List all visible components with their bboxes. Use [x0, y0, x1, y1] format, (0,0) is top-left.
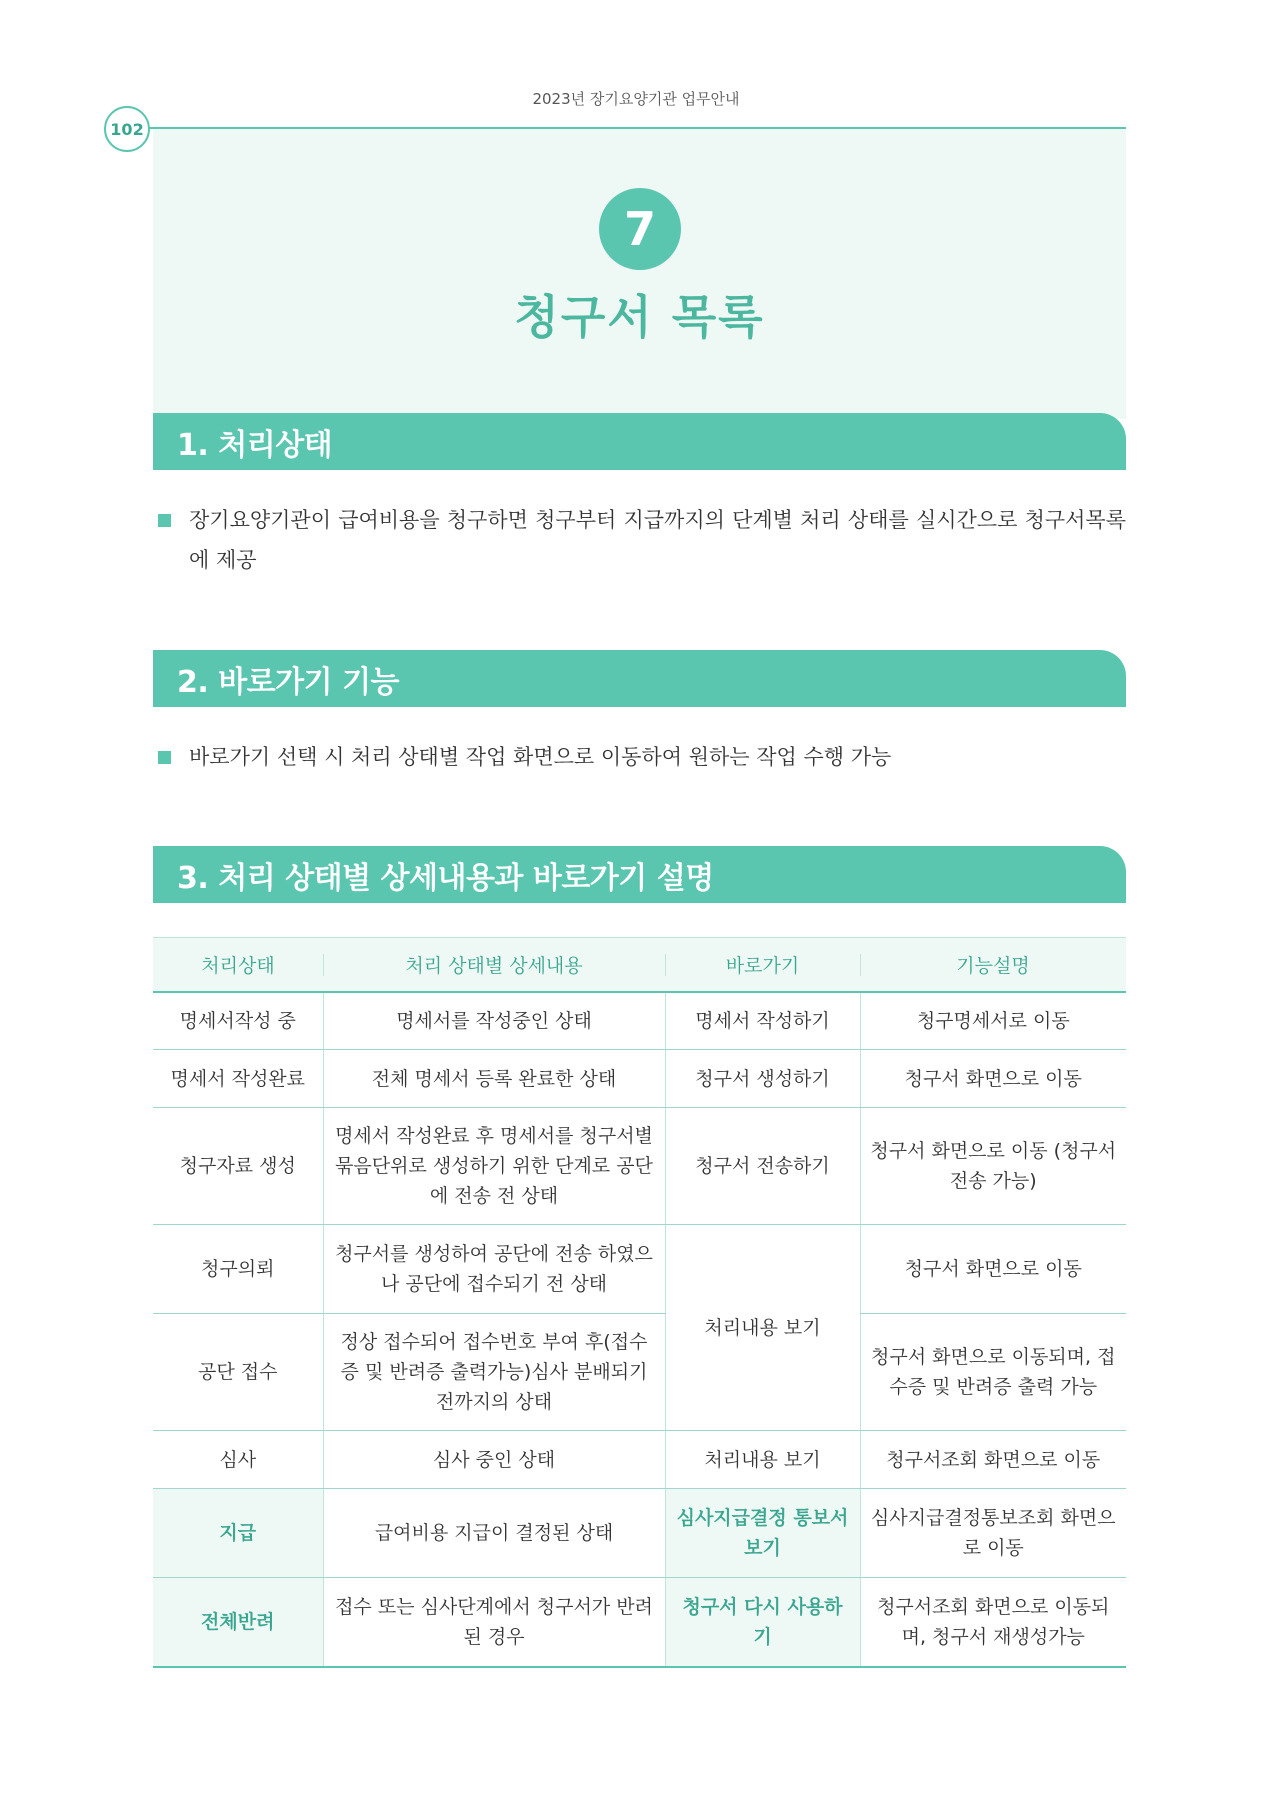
section-2-bullet-text: 바로가기 선택 시 처리 상태별 작업 화면으로 이동하여 원하는 작업 수행 가능	[189, 745, 892, 769]
status-cell-highlight: 전체반려	[153, 1578, 323, 1667]
description-cell: 청구서조회 화면으로 이동	[860, 1431, 1126, 1489]
status-table	[153, 937, 1126, 1668]
detail-cell: 명세서를 작성중인 상태	[323, 992, 665, 1050]
detail-cell: 정상 접수되어 접수번호 부여 후(접수증 및 반려증 출력가능)심사 분배되기 전까지의 상태	[323, 1314, 665, 1431]
detail-cell: 명세서 작성완료 후 명세서를 청구서별 묶음단위로 생성하기 위한 단계로 공단에 전송 전 상태	[323, 1108, 665, 1225]
description-cell: 청구명세서로 이동	[860, 992, 1126, 1050]
description-cell: 청구서 화면으로 이동	[860, 1050, 1126, 1108]
shortcut-cell: 청구서 전송하기	[665, 1108, 860, 1225]
section-1-bullet	[153, 500, 1126, 580]
status-cell: 공단 접수	[153, 1314, 323, 1431]
detail-cell: 접수 또는 심사단계에서 청구서가 반려된 경우	[323, 1578, 665, 1667]
table-row	[153, 1050, 1126, 1108]
table-row	[153, 1431, 1126, 1489]
table-header-cell: 처리상태	[153, 938, 323, 992]
section-heading-2: 2. 바로가기 기능	[153, 650, 1126, 707]
bullet-square-icon	[158, 751, 171, 764]
status-cell: 심사	[153, 1431, 323, 1489]
chapter-title: 청구서 목록	[514, 290, 765, 344]
section-heading-1: 1. 처리상태	[153, 413, 1126, 470]
section-2-bullet	[153, 737, 1126, 777]
shortcut-cell: 명세서 작성하기	[665, 992, 860, 1050]
status-cell: 청구자료 생성	[153, 1108, 323, 1225]
table-row	[153, 1314, 1126, 1431]
table-header-cell: 바로가기	[665, 938, 860, 992]
status-cell: 명세서 작성완료	[153, 1050, 323, 1108]
description-cell: 청구서조회 화면으로 이동되며, 청구서 재생성가능	[860, 1578, 1126, 1667]
status-cell: 청구의뢰	[153, 1225, 323, 1314]
shortcut-cell: 처리내용 보기	[665, 1225, 860, 1431]
table-row	[153, 1578, 1126, 1667]
shortcut-cell: 청구서 생성하기	[665, 1050, 860, 1108]
shortcut-cell-highlight: 청구서 다시 사용하기	[665, 1578, 860, 1667]
status-cell-highlight: 지급	[153, 1489, 323, 1578]
description-cell: 심사지급결정통보조회 화면으로 이동	[860, 1489, 1126, 1578]
description-cell: 청구서 화면으로 이동되며, 접수증 및 반려증 출력 가능	[860, 1314, 1126, 1431]
detail-cell: 청구서를 생성하여 공단에 전송 하였으나 공단에 접수되기 전 상태	[323, 1225, 665, 1314]
chapter-hero	[153, 129, 1126, 419]
table-header-row	[153, 938, 1126, 992]
table-row	[153, 992, 1126, 1050]
page-number: 102	[104, 106, 150, 152]
description-cell: 청구서 화면으로 이동 (청구서전송 가능)	[860, 1108, 1126, 1225]
table-row	[153, 1108, 1126, 1225]
description-cell: 청구서 화면으로 이동	[860, 1225, 1126, 1314]
section-1-bullet-text: 장기요양기관이 급여비용을 청구하면 청구부터 지급까지의 단계별 처리 상태를 실시간으로 청구서목록에 제공	[189, 508, 1126, 572]
shortcut-cell: 처리내용 보기	[665, 1431, 860, 1489]
shortcut-cell-highlight: 심사지급결정 통보서 보기	[665, 1489, 860, 1578]
status-cell: 명세서작성 중	[153, 992, 323, 1050]
chapter-number: 7	[599, 188, 681, 270]
detail-cell: 전체 명세서 등록 완료한 상태	[323, 1050, 665, 1108]
table-row	[153, 1225, 1126, 1314]
section-heading-3: 3. 처리 상태별 상세내용과 바로가기 설명	[153, 846, 1126, 903]
table-row	[153, 1489, 1126, 1578]
detail-cell: 급여비용 지급이 결정된 상태	[323, 1489, 665, 1578]
table-header-cell: 처리 상태별 상세내용	[323, 938, 665, 992]
running-header: 2023년 장기요양기관 업무안내	[532, 90, 740, 108]
detail-cell: 심사 중인 상태	[323, 1431, 665, 1489]
table-header-cell: 기능설명	[860, 938, 1126, 992]
bullet-square-icon	[158, 514, 171, 527]
